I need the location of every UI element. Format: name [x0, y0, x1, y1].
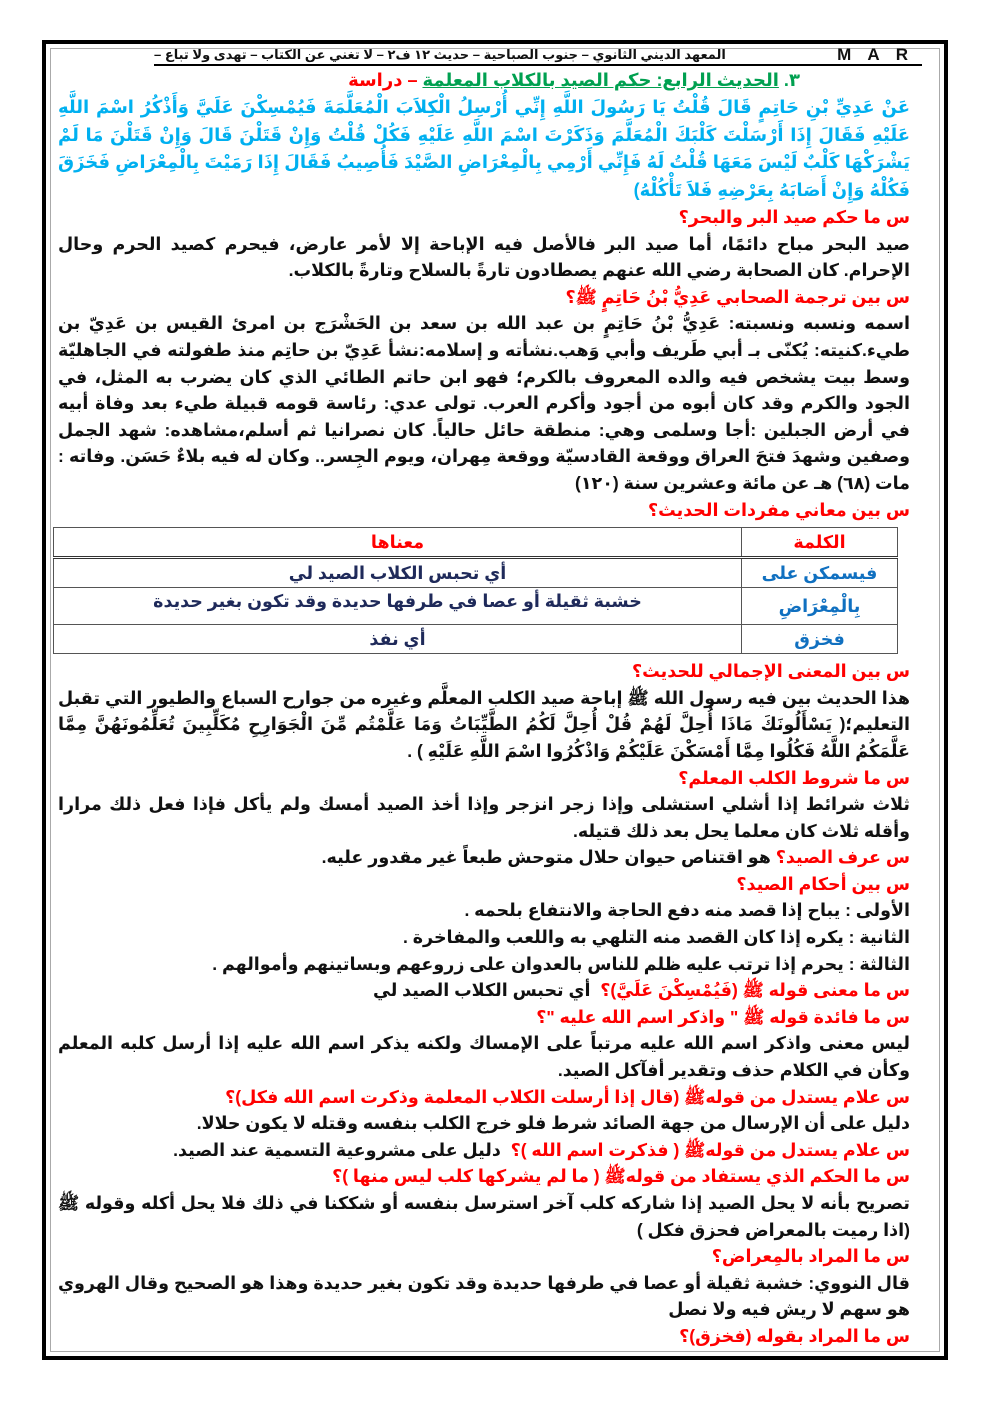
vocab-table [53, 527, 898, 654]
answer: ثلاث شرائط إذا أشلي استشلى وإذا زجر انزجر وإذا أخذ الصيد أمسك ولم يأكل فإذا فعل ذلك مرارا وأقله ثلاث كان معلما يحل بعد ذلك قتيله. [58, 794, 910, 841]
answer: أي تحبس الكلاب الصيد لي [373, 980, 591, 1001]
question: س ما الحكم الذي يستفاد من قولهﷺ ( ما لم يشركها كلب ليس منها )؟ [332, 1166, 910, 1187]
vocab-meaning: أي نفذ [54, 625, 742, 654]
answer: هو اقتناص حيوان حلال متوحش طبعاً غير مقدور عليه. [321, 847, 771, 868]
question: س بين أحكام الصيد؟ [736, 873, 910, 894]
vocab-word: فخزق [742, 625, 898, 654]
qa-line [58, 844, 910, 871]
hadith-text: عَنْ عَدِيِّ بْنِ حَاتِمٍ قَالَ قُلْتُ يَا رَسُولَ اللَّهِ إِنِّي أُرْسِلُ الْكِلاَبَ الْمُعَلَّمَةَ فَيُمْسِكْنَ عَلَيَّ وَأَذْكُرُ اسْمَ اللَّهِ عَلَيْهِ فَقَالَ إِذَا أَرْسَلْتَ كَلْبَكَ الْمُعَلَّمَ وَذَكَرْتَ اسْمَ اللَّهِ عَلَيْهِ فَكُلْ قُلْتُ وَإِنْ قَتَلْنَ قَالَ وَإِنْ قَتَلْنَ مَا لَمْ يَشْرَكْهَا كَلْبٌ لَيْسَ مَعَهَا قُلْتُ لَهُ فَإِنِّي أَرْمِي بِالْمِعْرَاضِ الصَّيْدَ فَأُصِيبُ فَقَالَ إِذَا رَمَيْتَ بِالْمِعْرَاضِ فَخَزَقَ فَكُلْهُ وَإِنْ أَصَابَهُ بِعَرْضِهِ فَلاَ تَأْكُلْهُ) [58, 97, 910, 200]
document-body [58, 45, 914, 1350]
question: س ما فائدة قوله ﷺ " واذكر اسم الله عليه "؟ [536, 1006, 910, 1027]
question: س ما معنى قوله ﷺ (فَيُمْسِكْنَ عَلَيَّ)؟ [600, 980, 910, 1001]
vocab-meaning: أي تحبس الكلاب الصيد لي [54, 558, 742, 588]
question: س علام يستدل من قولهﷺ (قال إذا أرسلت الكلاب المعلمة وذكرت اسم الله فكل)؟ [225, 1086, 910, 1107]
column-header-word: الكلمة [742, 528, 898, 558]
table-row [54, 558, 898, 588]
ruling-item: الثانية : يكره إذا كان القصد منه التلهي به واللعب والمفاخرة . [403, 927, 910, 948]
title-number: ٣. [783, 70, 800, 90]
answer: قال النووي: خشبة ثقيلة أو عصا في طرفها حديدة وقد تكون بغير حديدة وهذا هو الصحيح وقال الهروي هو سهم لا ريش فيه ولا نصل [58, 1272, 910, 1320]
question: س بين معاني مفردات الحديث؟ [647, 499, 910, 520]
table-row [54, 588, 898, 625]
qa-line [58, 977, 910, 1004]
question: س ما حكم صيد البر والبحر؟ [678, 207, 910, 227]
ruling-item: الثالثة : يحرم إذا ترتب عليه ظلم للناس بالعدوان على زروعهم وبساتينهم وأموالهم . [212, 953, 910, 974]
ruling-item: الأولى : يباح إذا قصد منه دفع الحاجة والانتفاع بلحمه . [464, 900, 910, 921]
answer: ليس معنى واذكر اسم الله عليه مرتباً على الإمساك ولكنه يذكر اسم الله عليه إذا أرسل كلبه المعلم وكأن في الكلام حذف وتقدير أفآكل الصيد. [58, 1033, 910, 1081]
question: س ما المراد بقوله (فخزق)؟ [679, 1325, 910, 1346]
table-header-row [54, 528, 898, 558]
title-main: الحديث الرابع: حكم الصيد بالكلاب المعلمة [422, 70, 779, 90]
header-text: المعهد الديني الثانوي – جنوب الصباحية – حديث ١٢ ف٢ – لا تغني عن الكتاب – تهدى ولا تباع – [154, 47, 726, 62]
qa-line [58, 1137, 910, 1164]
answer: دليل على أن الإرسال من جهة الصائد شرط فلو خرج الكلب بنفسه وقتله لا يكون حلالا. [196, 1113, 910, 1134]
answer: اسمه ونسبه ونسبته: عَدِيُّ بْنُ حَاتِمٍ بن عبد الله بن سعد بن الحَشْرَج بن امرئ القيس بن عَدِيّ بن طيء.كنيته: يُكنّى بـ أبي طَريف وأبي وَهب.نشأته و إسلامه:نشأ عَدِيّ بن حاتِم منذ طفولته في الجاهليّة وسط بيت يشخص فيه والده المعروف بالكرم؛ فهو ابن حاتم الطائي الذي كان يضرب به المثل، في الجود والكرم وقد كان أبوه من أجود وأكرم العرب. تولى عدي: رئاسة قومه قبيلة طيء بعد وفاة أبيه في أرض الجبلين :أجا وسلمى وهي: منطقة حائل حالياً. كان نصرانيا ثم أسلم،مشاهده: شهد الجمل وصفين وشهدَ فتحَ العراق ووقعة القادسيّة ووقعة مِهران، ويوم الجِسر.. وكان له فيه بلاءٌ حَسَن. وفاته : مات (٦٨) هـ عن مائة وعشرين سنة (١٢٠) [58, 313, 910, 493]
question: س بين المعنى الإجمالي للحديث؟ [632, 661, 910, 682]
question: س ما المراد بالمِعراض؟ [711, 1246, 910, 1267]
answer: هذا الحديث بين فيه رسول الله ﷺ إباحة صيد الكلب المعلَّم وغيره من جوارح السباع والطيور التي تقبل التعليم؛( يَسْأَلُونَكَ مَاذَا أُحِلَّ لَهُمْ قُلْ أُحِلَّ لَكُمُ الطَّيِّبَاتُ وَمَا عَلَّمْتُم مِّنَ الْجَوَارِحِ مُكَلِّبِينَ تُعَلِّمُونَهُنَّ مِمَّا عَلَّمَكُمُ اللَّهُ فَكُلُوا مِمَّا أَمْسَكْنَ عَلَيْكُمْ وَاذْكُرُوا اسْمَ اللَّهِ عَلَيْهِ ) . [58, 687, 910, 761]
vocab-word: بِالْمِعْرَاضِ [742, 588, 898, 625]
vocab-meaning: خشبة ثقيلة أو عصا في طرفها حديدة وقد تكون بغير حديدة [54, 588, 742, 625]
question: س علام يستدل من قولهﷺ ( فذكرت اسم الله )؟ [510, 1139, 910, 1160]
lesson-title [58, 66, 910, 94]
column-header-meaning: معناها [54, 528, 742, 558]
answer: دليل على مشروعية التسمية عند الصيد. [173, 1139, 501, 1160]
question: س عرف الصيد؟ [775, 847, 910, 868]
table-row [54, 625, 898, 654]
vocab-word: فيسمكن على [742, 558, 898, 588]
answer: صيد البحر مباح دائمًا، أما صيد البر فالأصل فيه الإباحة إلا لأمر عارض، فيحرم كصيد الحرم وحال الإحرام. كان الصحابة رضي الله عنهم يصطادون تارةً بالسلاح وتارةً بالكلاب. [58, 233, 910, 281]
question: س ما شروط الكلب المعلم؟ [678, 767, 910, 788]
answer: تصريح بأنه لا يحل الصيد إذا شاركه كلب آخر استرسل بنفسه أو شككنا في ذلك فلا يحل أكله وقوله ﷺ (اذا رميت بالمعراض فحزق فكل ) [58, 1193, 910, 1240]
question: س بين ترجمة الصحابي عَدِيُّ بْنُ حَاتِمٍ ﷺ؟ [565, 286, 910, 307]
title-suffix: – دراسة [348, 70, 418, 90]
header-brand: M A R [837, 45, 914, 64]
page-header [154, 46, 922, 66]
